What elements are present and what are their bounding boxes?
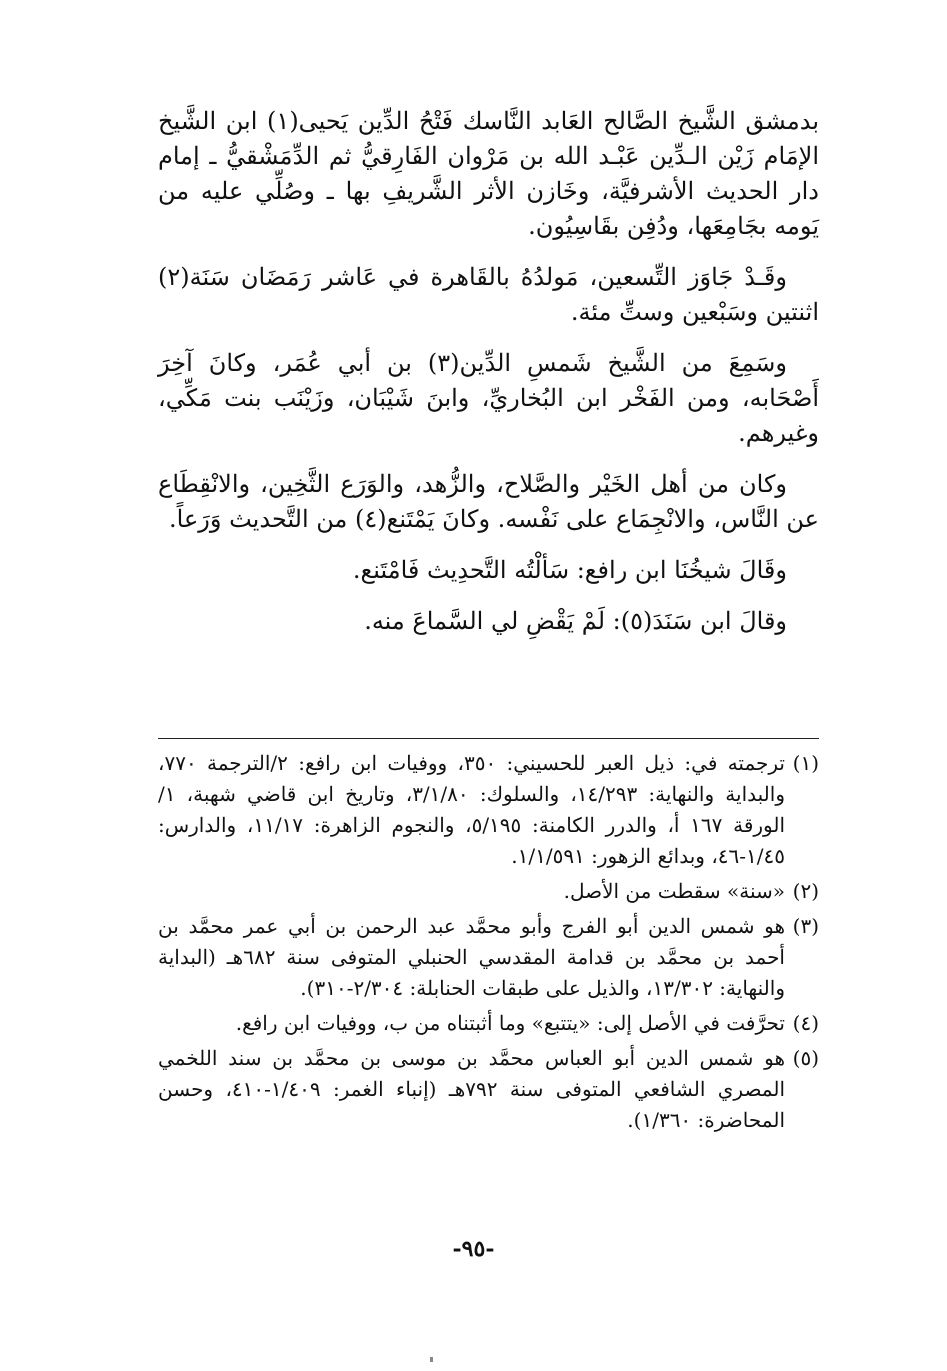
footnote-number: (٢): [792, 879, 819, 903]
paragraph-3: وسَمِعَ من الشَّيخ شَمسِ الدِّين(٣) بن أبي عُمَر، وكانَ آخِرَ أَصْحَابه، ومن الفَخْر ابن البُخاريِّ، وابنَ شَيْبَان، وزَيْنَب بنت مَكِّي، وغيرهم.: [158, 349, 819, 447]
footnote-text: هو شمس الدين أبو الفرج وأبو محمَّد عبد الرحمن بن أبي عمر محمَّد بن أحمد بن محمَّد بن قدامة المقدسي الحنبلي المتوفى سنة ٦٨٢هـ (البداية والنهاية: ١٣/٣٠٢، والذيل على طبقات الحنابلة: ٢/٣٠٤-٣١٠).: [158, 914, 785, 1000]
footnote-text: هو شمس الدين أبو العباس محمَّد بن موسى بن محمَّد بن سند اللخمي المصري الشافعي المتوفى سنة ٧٩٢هـ (إنباء الغمر: ١/٤٠٩-٤١٠، وحسن المحاضرة: ١/٣٦٠).: [158, 1046, 785, 1132]
footnote-number: (١): [792, 751, 819, 775]
footnote-divider: [158, 738, 819, 739]
paragraph-5: وقَالَ شيخُنَا ابن رافع: سَألْتُه التَّحدِيث فَامْتَنع.: [352, 556, 787, 584]
footnote-2: [158, 876, 819, 907]
footnote-number: (٣): [792, 914, 819, 938]
page-number: -٩٥-: [452, 1236, 495, 1262]
paragraph-4: وكان من أهل الخَيْر والصَّلاح، والزُّهد، والوَرَع الثَّخِين، والانْقِطَاع عن النَّاس، والانْجِمَاع على نَفْسه. وكانَ يَمْتَنع(٤) من التَّحديث وَرَعاً.: [158, 470, 819, 533]
footnote-text: ترجمته في: ذيل العبر للحسيني: ٣٥٠، ووفيات ابن رافع: ٢/الترجمة ٧٧٠، والبداية والنهاية: ١٤/٢٩٣، والسلوك: ٣/١/٨٠، وتاريخ ابن قاضي شهبة، ١/الورقة ١٦٧ أ، والدرر الكامنة: ٥/١٩٥، والنجوم الزاهرة: ١١/١٧، والدارس: ١/٤٥-٤٦، وبدائع الزهور: ١/١/٥٩١.: [158, 751, 786, 868]
footnote-5: [158, 1043, 819, 1136]
scan-speck: [430, 1357, 433, 1362]
paragraph-6: وقالَ ابن سَنَدَ(٥): لَمْ يَقْضِ لي السَّماعَ منه.: [364, 607, 787, 635]
main-text: [158, 104, 819, 655]
footnote-3: [158, 911, 819, 1004]
footnote-1: [158, 748, 819, 872]
footnote-number: (٤): [792, 1011, 819, 1035]
paragraph-2: وقَـدْ جَاوَز التِّسعين، مَولدُهُ بالقَاهرة في عَاشر رَمَضَان سَنَة(٢) اثنتين وسَبْعين وستِّ مئة.: [158, 263, 819, 326]
footnotes: [158, 748, 819, 1140]
paragraph-1: بدمشق الشَّيخ الصَّالح العَابد النَّاسك فَتْحُ الدِّين يَحيى(١) ابن الشَّيخ الإمَام زَيْن الـدِّين عَبْـد الله بن مَرْوان الفَارِقيُّ ثم الدِّمَشْقيُّ ـ إمام دار الحديث الأشرفيَّة، وخَازن الأثر الشَّريفِ بها ـ وصُلِّي عليه من يَومه بجَامِعَها، ودُفِن بقَاسِيُون.: [158, 107, 820, 240]
footnote-4: [158, 1008, 819, 1039]
footnote-number: (٥): [792, 1046, 819, 1070]
footnote-text: «سنة» سقطت من الأصل.: [563, 879, 785, 903]
footnote-text: تحرَّفت في الأصل إلى: «يتتبع» وما أثبتناه من ب، ووفيات ابن رافع.: [235, 1011, 785, 1035]
